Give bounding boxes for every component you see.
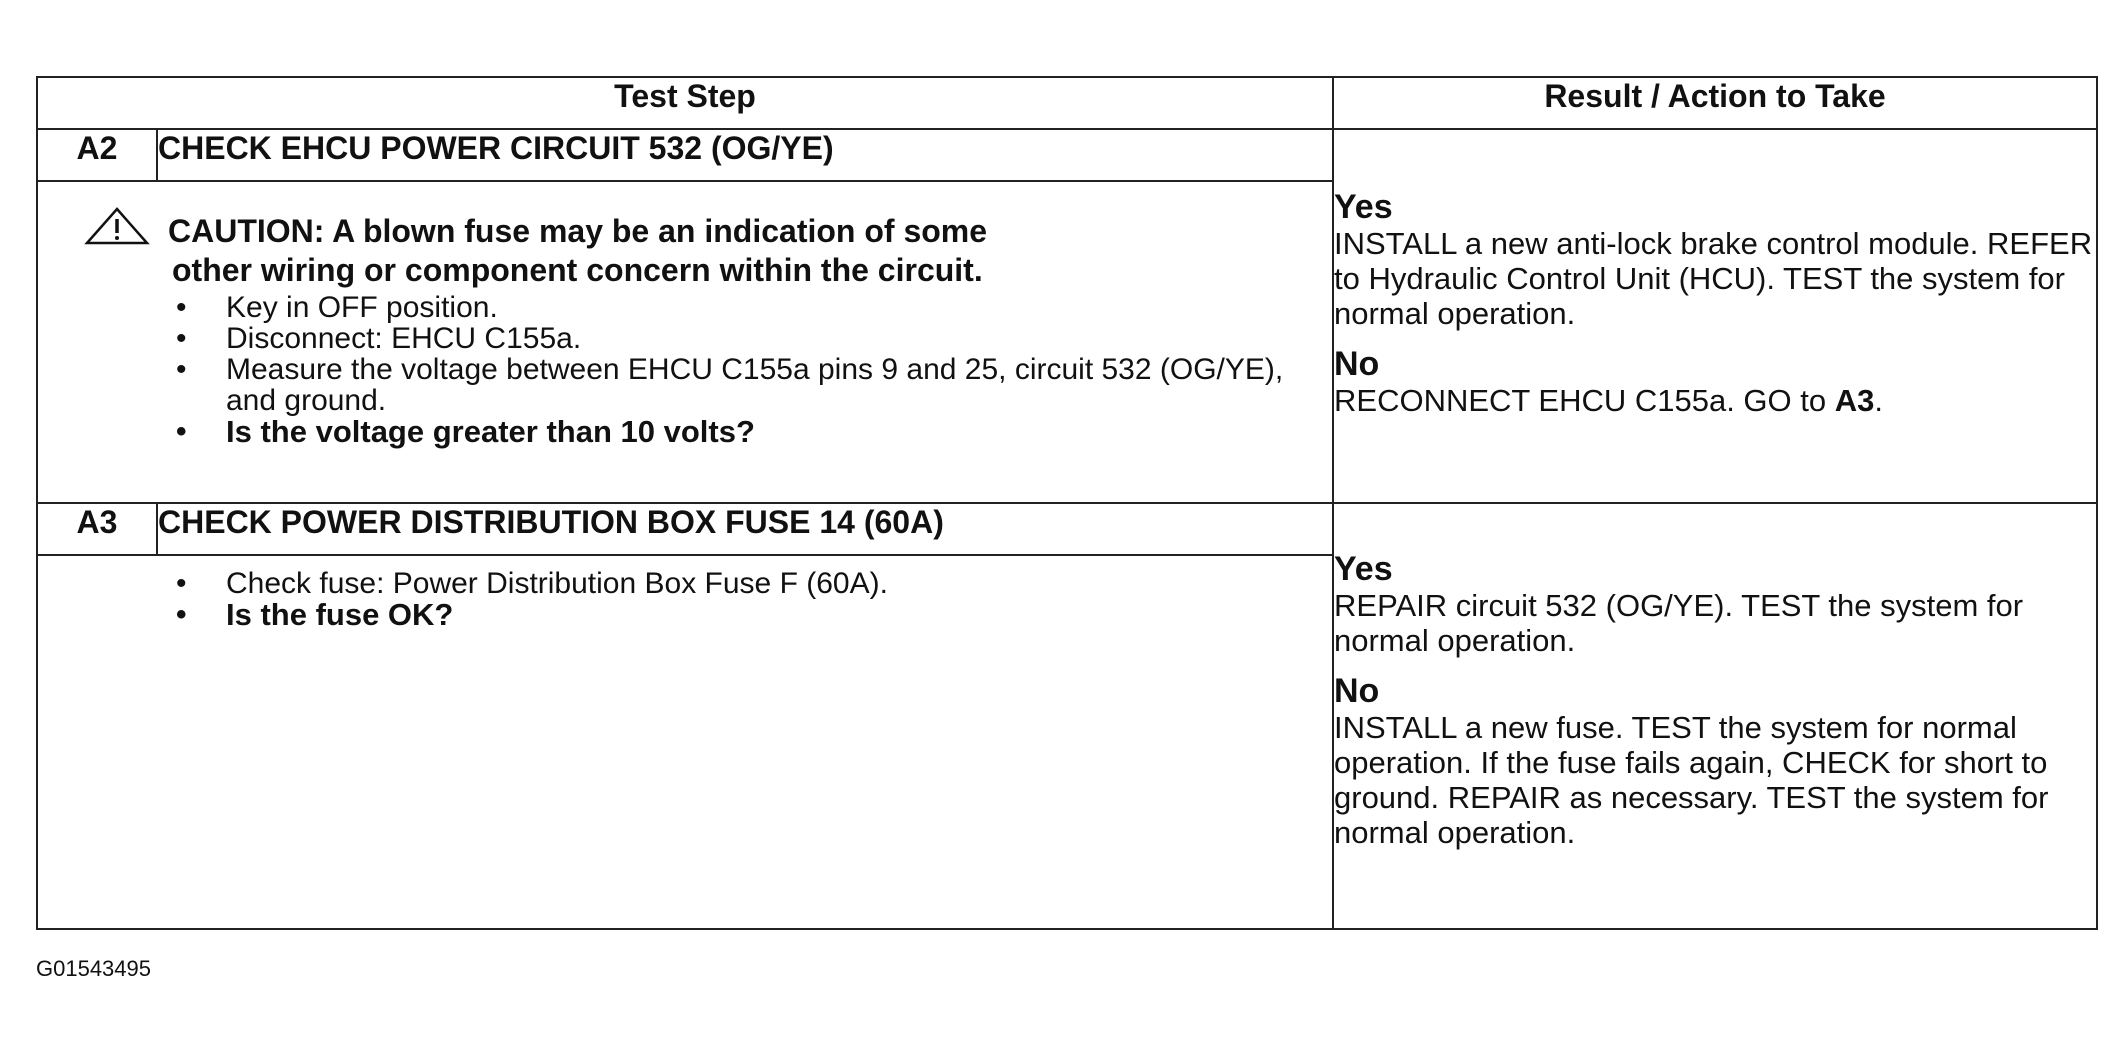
step-a2-no-text-prefix: RECONNECT EHCU C155a. GO to bbox=[1334, 383, 1835, 418]
warning-triangle-icon bbox=[84, 206, 150, 253]
list-item: • Key in OFF position. bbox=[172, 292, 1332, 323]
step-a2-no-text-suffix: . bbox=[1874, 383, 1883, 418]
step-a3-no-text: INSTALL a new fuse. TEST the system for normal operation. If the fuse fails again, CHECK for short to ground. REPAIR as necessary. TEST the system for normal operation. bbox=[1334, 710, 2049, 850]
step-a3-yes-label: Yes bbox=[1334, 550, 1393, 588]
caution-note bbox=[0, 182, 1332, 253]
step-a2-body bbox=[37, 181, 1333, 503]
step-a3-no-block bbox=[1334, 672, 2096, 850]
step-a3-title-row bbox=[37, 503, 2097, 555]
step-a2-result bbox=[1333, 129, 2097, 503]
list-item: • Check fuse: Power Distribution Box Fuse F (60A). bbox=[172, 568, 1332, 599]
figure-id: G01543495 bbox=[36, 956, 151, 981]
step-a3-result bbox=[1333, 503, 2097, 929]
step-a2-yes-block bbox=[1334, 188, 2096, 331]
caution-text-line1: CAUTION: A blown fuse may be an indication of some bbox=[168, 213, 988, 249]
step-a3-question: • Is the fuse OK? bbox=[172, 599, 1332, 630]
step-a3-id: A3 bbox=[37, 503, 157, 555]
list-item: • Measure the voltage between EHCU C155a pins 9 and 25, circuit 532 (OG/YE), and ground. bbox=[172, 354, 1332, 416]
header-test-step: Test Step bbox=[37, 77, 1333, 129]
pinpoint-test-table bbox=[36, 76, 2098, 930]
step-a2-no-label: No bbox=[1334, 345, 1380, 383]
table-header-row bbox=[37, 77, 2097, 129]
step-a2-title-row bbox=[37, 129, 2097, 181]
step-a3-title: CHECK POWER DISTRIBUTION BOX FUSE 14 (60A) bbox=[157, 503, 1333, 555]
step-a2-no-block bbox=[1334, 345, 2096, 418]
step-a2-no-text bbox=[1334, 383, 2096, 418]
step-a2-no-text-link: A3 bbox=[1834, 383, 1875, 418]
list-item: • Disconnect: EHCU C155a. bbox=[172, 323, 1332, 354]
step-a3-yes-text: REPAIR circuit 532 (OG/YE). TEST the system for normal operation. bbox=[1334, 588, 2024, 658]
step-a3-no-label: No bbox=[1334, 672, 1380, 710]
caution-text-line2: other wiring or component concern within the circuit. bbox=[172, 252, 983, 288]
step-a2-id: A2 bbox=[37, 129, 157, 181]
step-a2-yes-text: INSTALL a new anti-lock brake control module. REFER to Hydraulic Control Unit (HCU). TEST the system for normal operation. bbox=[1334, 226, 2093, 331]
step-a2-yes-label: Yes bbox=[1334, 188, 1393, 226]
step-a2-list bbox=[38, 292, 1332, 447]
step-a3-body bbox=[37, 555, 1333, 929]
step-a3-yes-block bbox=[1334, 550, 2096, 658]
step-a2-question: • Is the voltage greater than 10 volts? bbox=[172, 416, 1332, 447]
header-result-action: Result / Action to Take bbox=[1333, 77, 2097, 129]
step-a2-title: CHECK EHCU POWER CIRCUIT 532 (OG/YE) bbox=[157, 129, 1333, 181]
step-a3-list bbox=[38, 568, 1332, 630]
